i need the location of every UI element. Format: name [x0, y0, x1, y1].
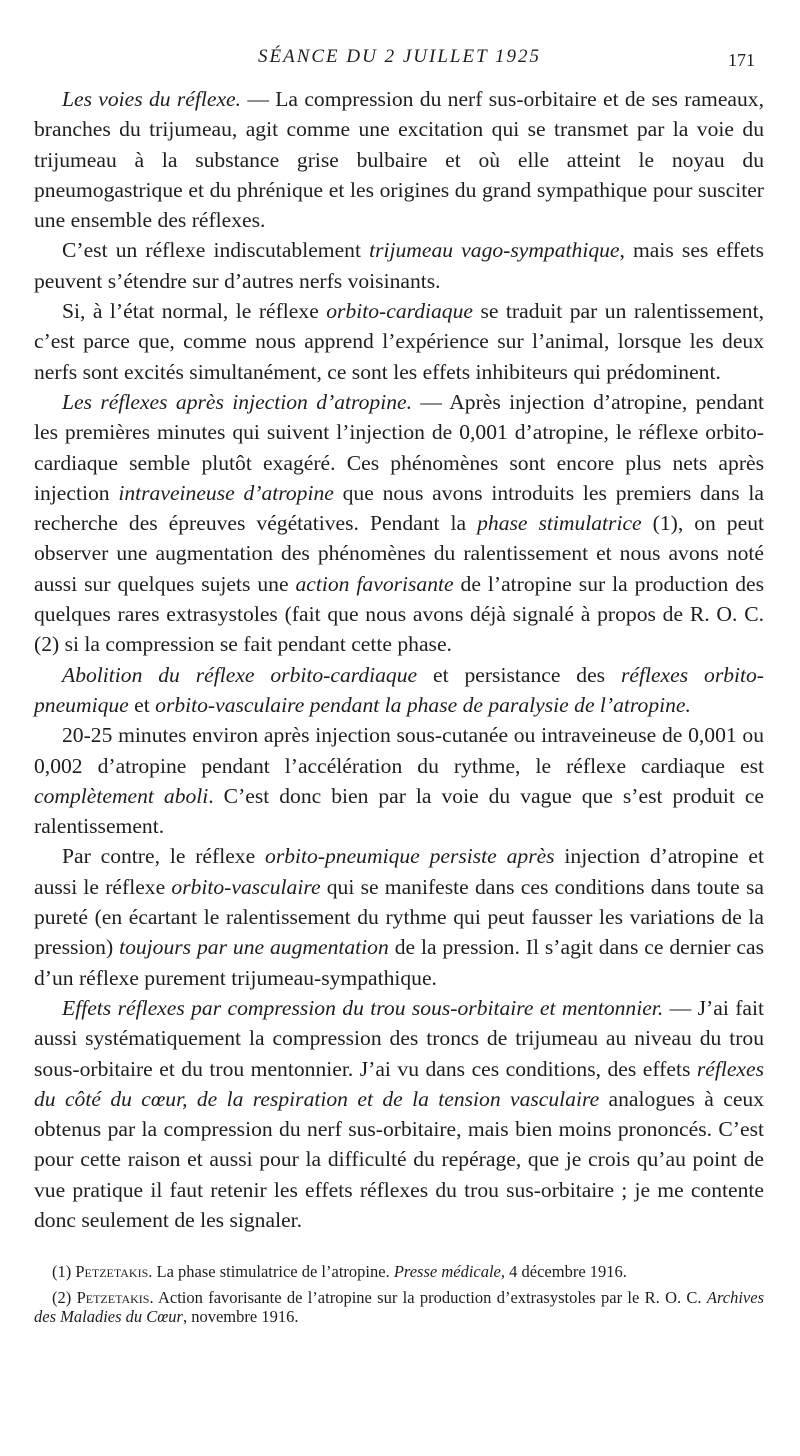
page-number: 171 — [728, 50, 755, 70]
emphasis-text: réflexes orbito-pneumique — [34, 662, 764, 717]
emphasis-text: toujours par une augmentation — [119, 935, 389, 960]
paragraph-etat-normal — [34, 296, 764, 387]
footnote-author: Petzetakis — [75, 1262, 149, 1281]
page-header — [0, 46, 800, 76]
paragraph-text: — Après injection d’atropine, pendant les premières minutes qui suivent l’injection de 0,001 d’atropine, le réflexe orbito-cardiaque semble plutôt exagéré. Ces phénomènes sont encore plus nets après injection — [34, 389, 764, 505]
footnote-marker: (2) — [52, 1288, 72, 1307]
running-title: SÉANCE DU 2 JUILLET 1925 — [258, 46, 542, 67]
emphasis-text: complètement aboli — [34, 783, 209, 808]
section-heading: Les réflexes après injection d’atropine. — [62, 389, 413, 414]
footnote-text: . Action favorisante de l’atropine sur la production d’extrasystoles par le R. O. C. — [149, 1288, 707, 1307]
emphasis-text: intraveineuse d’atropine — [118, 480, 334, 505]
emphasis-text: action favorisante — [295, 571, 454, 596]
footnote-text: . La phase stimulatrice de l’atropine. — [148, 1262, 394, 1281]
footnote-journal: Archives des Maladies du Cœur — [34, 1288, 765, 1326]
paragraph-voies-du-reflexe — [34, 84, 764, 235]
footnote-marker: (1) — [52, 1262, 72, 1281]
emphasis-text: orbito-vasculaire — [171, 874, 321, 899]
footnotes — [34, 1262, 764, 1333]
paragraph-text: 20-25 minutes environ après injection sous-cutanée ou intraveineuse de 0,001 ou 0,002 d’atropine pendant l’accélération du rythme, le réflexe cardiaque est — [34, 723, 764, 778]
paragraph-text: Par contre, le réflexe — [62, 844, 266, 869]
paragraph-text: de l’atropine sur la production des quelques rares extrasystoles (fait que nous avons déjà signalé à propos de R. O. C. (2) si la compression se fait pendant cette phase. — [34, 571, 764, 657]
emphasis-text: orbito-vasculaire pendant la phase de paralysie de l’atropine. — [155, 692, 691, 717]
footnote-text: , novembre 1916. — [182, 1307, 299, 1326]
paragraph-text: qui se manifeste dans ces conditions dans toute sa pureté (en écartant le ralentissement du rythme qui peut fausser les variations de la pression) — [34, 874, 764, 960]
paragraph-text: Si, à l’état normal, le réflexe — [62, 299, 327, 324]
footnote-journal: Presse médicale — [393, 1262, 501, 1281]
emphasis-text: réflexes du côté du cœur, de la respiration et de la tension vasculaire — [34, 1056, 764, 1111]
paragraph-text: — La compression du nerf sus-orbitaire et de ses rameaux, branches du trijumeau, agit comme une excitation qui se transmet par la voie du trijumeau à la substance grise bulbaire et où elle atteint le noyau du pneumogastrique et du phrénique et les origines du grand sympathique pour susciter une ensemble des réflexes. — [34, 87, 765, 233]
paragraph-reflexes-apres-atropine — [34, 387, 764, 660]
body-text — [34, 84, 764, 1235]
paragraph-trijumeau-vago-sympathique — [34, 235, 764, 296]
paragraph-text: (1), on peut observer une augmentation des phénomènes du ralentissement et nous avons noté aussi sur quelques sujets une — [34, 511, 764, 596]
footnote-text: , 4 décembre 1916. — [500, 1262, 627, 1281]
paragraph-text: de la pression. Il s’agit dans ce dernier cas d’un réflexe purement trijumeau-sympathique. — [34, 935, 765, 990]
emphasis-text: orbito-pneumique persiste après — [265, 844, 555, 869]
emphasis-text: orbito-cardiaque — [326, 299, 473, 324]
paragraph-text: et persistance des — [417, 662, 621, 687]
emphasis-text: phase stimulatrice — [477, 511, 642, 536]
paragraph-abolition-heading — [34, 660, 764, 721]
footnote-author: Petzetakis — [76, 1288, 150, 1307]
section-heading: Effets réflexes par compression du trou sous-orbitaire et mentonnier. — [62, 995, 664, 1020]
paragraph-par-contre — [34, 841, 764, 992]
emphasis-text: trijumeau vago-sympathique — [369, 238, 620, 263]
paragraph-text: et — [128, 692, 156, 717]
footnote-2 — [34, 1288, 764, 1326]
paragraph-20-25-minutes — [34, 720, 764, 841]
paragraph-text: analogues à ceux obtenus par la compression du nerf sus-orbitaire, mais bien moins prononcés. C’est pour cette raison et aussi pour la difficulté du repérage, que je crois qu’au point de vue pratique il faut retenir les effets réflexes du trou sus-orbitaire ; je me contente donc seulement de les signaler. — [34, 1086, 765, 1232]
paragraph-text: injection d’atropine et aussi le réflexe — [34, 844, 764, 899]
paragraph-text: . C’est donc bien par la voie du vague que s’est produit ce ralentissement. — [34, 783, 764, 839]
paragraph-text: C’est un réflexe indiscutablement — [62, 238, 370, 263]
section-heading: Les voies du réflexe. — [62, 87, 242, 111]
paragraph-effets-reflexes-compression — [34, 993, 764, 1235]
section-heading: Abolition du réflexe orbito-cardiaque — [62, 662, 418, 687]
paragraph-text: — J’ai fait aussi systématiquement la compression des troncs de trijumeau au niveau du trou sous-orbitaire et du trou mentonnier. J’ai vu dans ces conditions, des effets — [34, 995, 764, 1081]
paragraph-text: se traduit par un ralentissement, c’est parce que, comme nous apprend l’expérience sur l’animal, lorsque les deux nerfs sont excités simultanément, ce sont les effets inhibiteurs qui prédominent. — [34, 299, 764, 384]
paragraph-text: , mais ses effets peuvent s’étendre sur d’autres nerfs voisinants. — [34, 238, 764, 293]
paragraph-text: que nous avons introduits les premiers dans la recherche des épreuves végétatives. Pendant la — [34, 480, 764, 536]
footnote-1 — [34, 1262, 764, 1281]
